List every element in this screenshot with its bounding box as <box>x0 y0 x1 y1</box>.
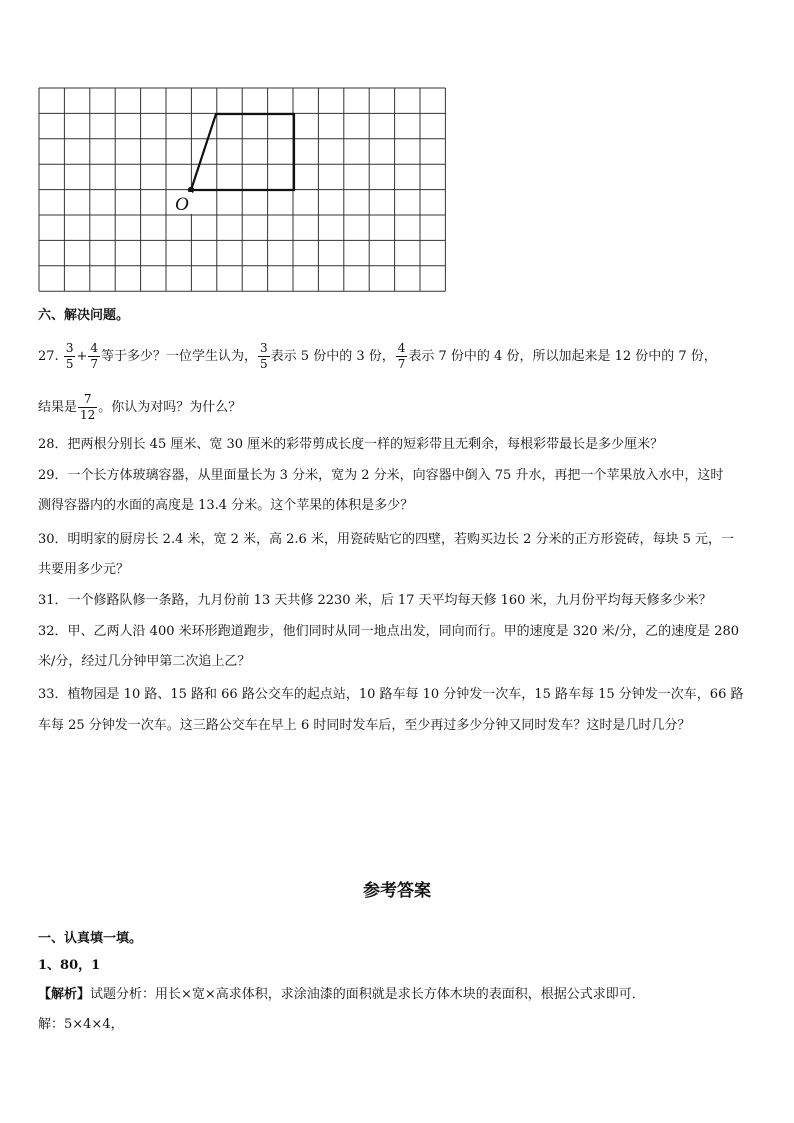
section-6-title: 六、解决问题。 <box>38 308 130 323</box>
question-32-line2: 米/分，经过几分钟甲第二次追上乙？ <box>38 654 251 669</box>
fraction-7-12: $\frac{7}{12}$ <box>80 392 96 422</box>
question-30-line2: 共要用多少元？ <box>38 562 130 577</box>
fraction-3-5: $\frac{3}{5}$ <box>65 341 74 371</box>
answer-title: 参考答案 <box>363 881 431 901</box>
question-27-line1: 27. $\frac{3}{5}$ + $\frac{4}{7}$ 等于多少？一位学生认为， $\frac{3}{5}$ 表示 5 份中的 3 份， $\frac{4}{7}$ 表示 7 份中的 4 份，所以加起来是 12 份中的 7 份， <box>38 341 717 371</box>
answer-analysis: 【解析】试题分析：用长×宽×高求体积，求涂油漆的面积就是求长方体木块的表面积，根据公式求即可． <box>38 987 645 1002</box>
grid-figure <box>38 86 448 296</box>
question-31: 31．一个修路队修一条路，九月份前 13 天共修 2230 米，后 17 天平均每天修 160 米，九月份平均每天修多少米？ <box>38 593 712 608</box>
question-33-line2: 车每 25 分钟发一次车。这三路公交车在早上 6 时同时发车后，至少再过多少分钟又同时发车？这时是几时几分？ <box>38 718 691 733</box>
fraction-4-7-b: $\frac{4}{7}$ <box>397 341 406 371</box>
answer-solution: 解：5×4×4， <box>38 1017 124 1032</box>
fraction-3-5-b: $\frac{3}{5}$ <box>260 341 268 371</box>
question-32-line1: 32．甲、乙两人沿 400 米环形跑道跑步，他们同时从同一地点出发，同向而行。甲的速度是 320 米/分，乙的速度是 280 <box>38 624 740 639</box>
question-29-line2: 测得容器内的水面的高度是 13.4 分米。这个苹果的体积是多少？ <box>38 498 414 513</box>
question-30-line1: 30．明明家的厨房长 2.4 米，宽 2 米，高 2.6 米，用瓷砖贴它的四壁，若购买边长 2 分米的正方形瓷砖，每块 5 元，一 <box>38 532 735 547</box>
answer-1: 1、80，1 <box>38 958 101 973</box>
analysis-tag: 【解析】 <box>38 987 91 1002</box>
question-33-line1: 33．植物园是 10 路、15 路和 66 路公交车的起点站，10 路车每 10 分钟发一次车，15 路车每 15 分钟发一次车，66 路 <box>38 687 744 702</box>
question-28: 28．把两根分别长 45 厘米、宽 30 厘米的彩带剪成长度一样的短彩带且无剩余，每根彩带最长是多少厘米？ <box>38 437 664 452</box>
q27-number: 27. <box>38 349 59 364</box>
grid-svg <box>38 86 448 296</box>
fraction-4-7: $\frac{4}{7}$ <box>90 341 99 371</box>
answer-section-1: 一、认真填一填。 <box>38 931 143 946</box>
question-27-line2: 结果是 $\frac{7}{12}$ 。你认为对吗？为什么？ <box>38 392 242 422</box>
origin-label: O <box>175 194 189 215</box>
question-29-line1: 29．一个长方体玻璃容器，从里面量长为 3 分米，宽为 2 分米，向容器中倒入 75 升水，再把一个苹果放入水中，这时 <box>38 468 724 483</box>
